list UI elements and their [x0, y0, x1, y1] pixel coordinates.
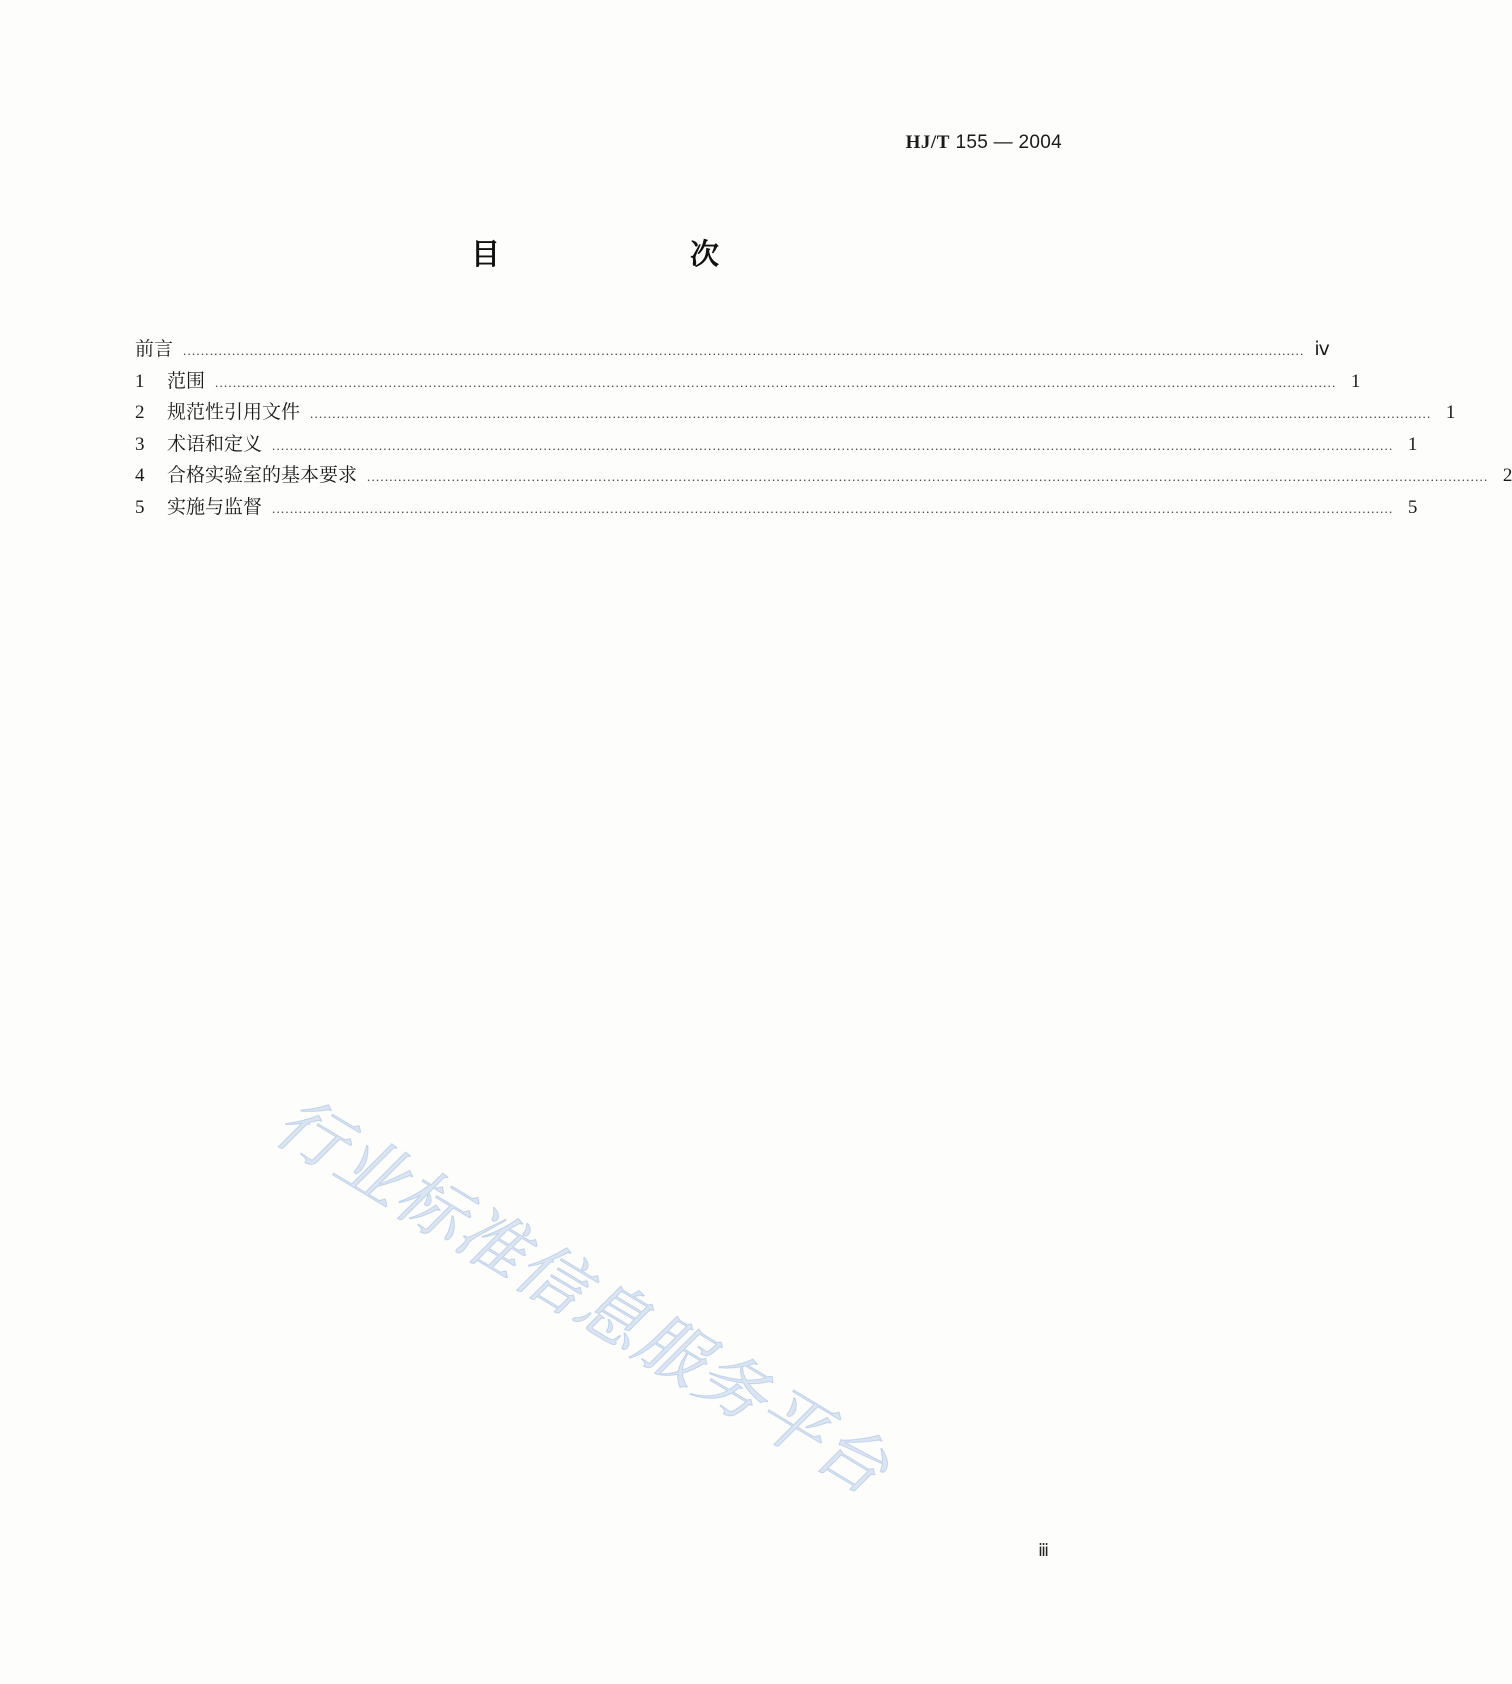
toc-entry[interactable] [135, 334, 1330, 366]
toc-entry-page: 1 [1350, 370, 1361, 392]
toc-entry-page: ⅳ [1314, 339, 1330, 360]
toc-entry-title: 范围 [167, 369, 206, 392]
toc-entry[interactable] [135, 429, 1418, 461]
toc-entry[interactable] [135, 366, 1361, 398]
toc-entry-title: 术语和定义 [167, 432, 263, 455]
toc-leader-dots: ............................................................................................................................................................................................................................................................ [367, 469, 1489, 485]
toc-entry-number: 2 [135, 402, 145, 424]
toc-entry-number: 3 [135, 433, 145, 455]
toc-entry-title: 实施与监督 [167, 495, 263, 518]
standard-code-prefix: HJ/T [905, 132, 950, 153]
toc-entry[interactable] [135, 460, 1512, 492]
toc-entry-title: 规范性引用文件 [167, 401, 301, 424]
toc-entry-page: 2 [1502, 465, 1512, 487]
page-number: ⅲ [1038, 1541, 1049, 1560]
toc-entry-title: 合格实验室的基本要求 [167, 464, 358, 487]
toc-entry-title: 前言 [135, 338, 174, 360]
toc-entry-number: 4 [135, 465, 145, 487]
toc-leader-dots: ............................................................................................................................................................................................................................................................ [310, 406, 1432, 422]
standard-code [906, 132, 1062, 154]
toc-entry-number: 1 [135, 370, 145, 392]
table-of-contents [135, 334, 1512, 524]
toc-leader-dots: ............................................................................................................................................................................................................................................................ [215, 374, 1337, 390]
toc-leader-dots: ............................................................................................................................................................................................................................................................ [272, 437, 1394, 453]
toc-entry[interactable] [135, 492, 1418, 524]
toc-entry[interactable] [135, 397, 1456, 429]
toc-leader-dots: ............................................................................................................................................................................................................................................................ [272, 500, 1394, 516]
toc-leader-dots: ............................................................................................................................................................................................................................................................ [183, 343, 1305, 358]
toc-entry-number: 5 [135, 496, 145, 518]
standard-code-number: 155 — 2004 [955, 132, 1062, 153]
toc-entry-page: 5 [1407, 496, 1418, 518]
toc-entry-page: 1 [1407, 433, 1418, 455]
toc-title: 目 次 [470, 237, 810, 271]
watermark: 行业标准信息服务平台 [261, 1082, 903, 1512]
toc-entry-page: 1 [1445, 402, 1456, 424]
